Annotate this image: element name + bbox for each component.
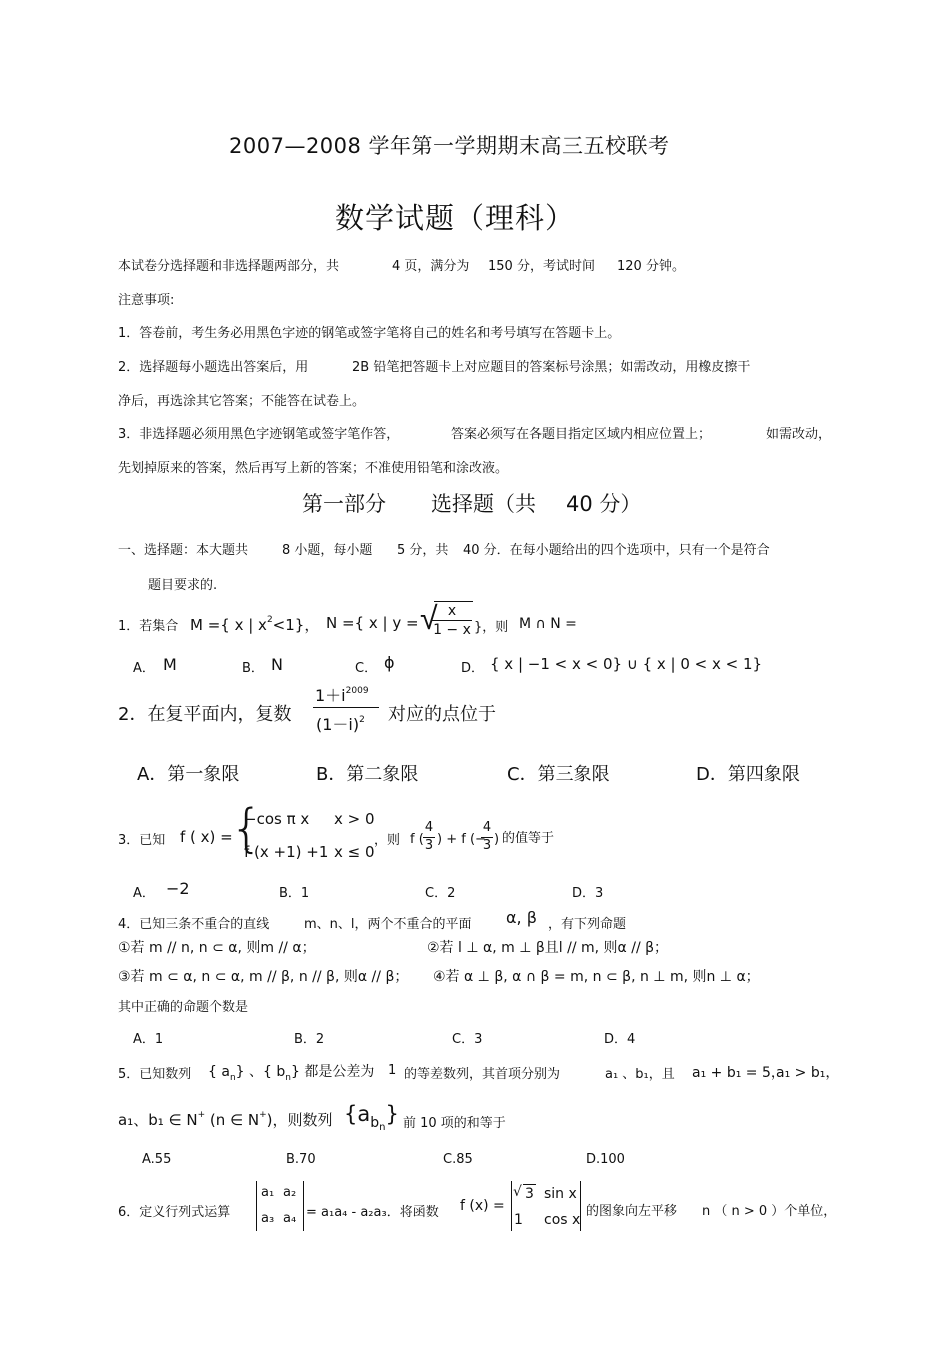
part1-instr-e: 题目要求的.	[148, 578, 218, 593]
q2-opt-b: B．第二象限	[316, 764, 419, 785]
q6-sqrt-sign: √	[513, 1184, 522, 1200]
q4-stem-c: α, β	[506, 908, 537, 927]
q4-stem-b: m、n、l，两个不重合的平面	[304, 917, 472, 932]
part1-heading-b: 选择题（共	[431, 492, 536, 516]
q3-cond1: x > 0	[334, 810, 375, 828]
q4-stem-a: 4．已知三条不重合的直线	[118, 917, 270, 932]
q4-prop-4: ④若 α ⊥ β, α ∩ β = m, n ⊂ β, n ⊥ m, 则n ⊥ α；	[433, 969, 760, 985]
q1-m-set: M ={ x | $x^2<1$}，	[190, 615, 320, 634]
q2-stem: 2．在复平面内，复数	[118, 704, 292, 725]
q6-tail-b: n （ n > 0 ）个单位，	[702, 1204, 837, 1219]
q6-m12: sin x	[544, 1186, 577, 1202]
q2-opt-d: D．第四象限	[696, 764, 800, 785]
note-3d: 先划掉原来的答案，然后再写上新的答案；不准使用铅笔和涂改液。	[118, 461, 509, 476]
q6-eq: = a₁a₄ - a₂a₃．将函数	[306, 1205, 439, 1220]
q6-fx: f (x) =	[460, 1198, 505, 1214]
q2-opt-c: C．第三象限	[507, 764, 610, 785]
q1-opt-d-value: { x | −1 < x < 0} ∪ { x | 0 < x < 1}	[490, 655, 763, 673]
q5-stem-a: 5．已知数列	[118, 1067, 192, 1082]
notes-heading: 注意事项:	[118, 293, 175, 308]
q4-opt-b: B．2	[294, 1032, 325, 1047]
note-1: 1．答卷前，考生务必用黑色字迹的钢笔或签字笔将自己的姓名和考号填写在答题卡上。	[118, 326, 621, 341]
q3-opt-b: B．1	[279, 886, 310, 901]
q1-sqrt-sign: √	[420, 599, 438, 637]
intro-time: 120 分钟。	[617, 259, 685, 274]
q5-stem-b: 的等差数列，其首项分别为	[404, 1067, 561, 1082]
q6-m11: 3	[525, 1186, 534, 1202]
note-2c: 净后，再选涂其它答案；不能答在试卷上。	[118, 394, 366, 409]
q1-opt-b-label: B．	[242, 661, 264, 676]
q3-stem: 3．已知	[118, 833, 166, 848]
note-2a: 2．选择题每小题选出答案后，用	[118, 360, 309, 375]
q6-m22: cos x	[544, 1212, 581, 1228]
q1-cap: M ∩ N =	[519, 616, 577, 632]
q5-seq-a: { $a_n$} 、{ $b_n$} 都是公差为	[208, 1064, 375, 1083]
q5-cond2: a₁ > b₁，	[776, 1065, 840, 1081]
intro-score: 150 分，考试时间	[488, 259, 595, 274]
note-3c: 如需改动，	[766, 427, 832, 442]
note-3b: 答案必须写在各题目指定区域内相应位置上；	[451, 427, 712, 442]
q5-diff: 1	[388, 1063, 397, 1078]
q1-fraction: x 1 − x	[433, 603, 471, 639]
q3-opt-a-value: −2	[166, 879, 190, 898]
q6-m21: 1	[514, 1212, 523, 1228]
q2-opt-a: A．第一象限	[137, 764, 240, 785]
q5-opt-c: C.85	[443, 1152, 473, 1167]
q1-opt-a-value: M	[163, 655, 177, 674]
q5-opt-b: B.70	[286, 1152, 316, 1167]
part1-heading-a: 第一部分	[302, 492, 386, 516]
intro-line: 本试卷分选择题和非选择题两部分，共	[118, 259, 340, 274]
note-3a: 3．非选择题必须用黑色字迹钢笔或签字笔作答，	[118, 427, 400, 442]
q3-opt-d: D．3	[572, 886, 604, 901]
q6-d11: a₁	[261, 1185, 275, 1200]
q6-sqrt-bar	[523, 1184, 536, 1185]
q5-cond1: a₁ + b₁ = 5，	[692, 1065, 785, 1081]
q5-line2: a₁、b₁ ∈ N+ (n ∈ N+)，则数列	[118, 1110, 333, 1129]
q6-tail-a: 的图象向左平移	[586, 1204, 678, 1219]
q1-sqrt-bar	[434, 601, 473, 602]
part1-instr-a: 一、选择题：本大题共	[118, 543, 249, 558]
q5-opt-a: A.55	[142, 1152, 172, 1167]
part1-instr-d: 40 分．在每小题给出的四个选项中，只有一个是符合	[463, 543, 770, 558]
note-2b: 2B 铅笔把答题卡上对应题目的答案标号涂黑；如需改动，用橡皮擦干	[352, 360, 751, 375]
part1-instr-c: 5 分，共	[397, 543, 449, 558]
q4-ask: 其中正确的命题个数是	[118, 1000, 249, 1015]
q1-n-set: N ={ x | y =	[326, 614, 419, 632]
q1-opt-d-label: D．	[461, 661, 485, 676]
q4-opt-d: D．4	[604, 1032, 636, 1047]
q1-opt-a-label: A．	[133, 661, 155, 676]
q4-opt-a: A．1	[133, 1032, 164, 1047]
q6-d12: a₂	[283, 1185, 297, 1200]
q4-stem-d: ，有下列命题	[548, 917, 627, 932]
q3-opt-a-label: A．	[133, 886, 155, 901]
q3-opt-c: C．2	[425, 886, 456, 901]
q3-expr-a: f (	[410, 832, 424, 847]
q3-expr-b: ) + f (−	[437, 832, 486, 847]
part1-heading-c: 40 分）	[566, 492, 642, 516]
q3-frac2: 4 3	[482, 820, 492, 853]
q1-stem: 1．若集合	[118, 619, 179, 634]
q2-numerator: $1+i^{2009}$	[315, 686, 369, 705]
q5-line2-d: 前 10 项的和等于	[403, 1116, 506, 1131]
q2-denominator: $(1-i)^2$	[316, 715, 365, 734]
q3-fx: f ( x) =	[180, 828, 233, 846]
q4-prop-1: ①若 m // n, n ⊂ α, 则m // α；	[118, 940, 316, 956]
q3-frac1: 4 3	[424, 820, 434, 853]
q3-then: ，则	[374, 833, 401, 848]
exam-title: 2007—2008 学年第一学期期末高三五校联考	[229, 134, 670, 158]
q3-expr-c: )	[494, 832, 500, 847]
q5-seq-b: $\{a_{bn}\}$	[344, 1102, 399, 1133]
q1-opt-c-label: C．	[355, 661, 378, 676]
part1-instr-b: 8 小题，每小题	[282, 543, 373, 558]
q3-case2: f (x +1) +1	[244, 843, 329, 861]
q4-prop-3: ③若 m ⊂ α, n ⊂ α, m // β, n // β, 则α // β；	[118, 969, 409, 985]
q2-tail: 对应的点位于	[388, 704, 496, 725]
q6-stem: 6．定义行列式运算	[118, 1205, 231, 1220]
q3-cond2: x ≤ 0	[334, 843, 375, 861]
q6-d22: a₄	[283, 1211, 297, 1226]
q4-opt-c: C．3	[452, 1032, 483, 1047]
q1-n-tail: }，则	[474, 620, 509, 635]
q5-opt-d: D.100	[586, 1152, 625, 1167]
q1-opt-b-value: N	[271, 655, 283, 674]
q6-d21: a₃	[261, 1211, 275, 1226]
q3-case1: −cos π x	[244, 810, 310, 828]
q1-opt-c-value: ϕ	[384, 653, 395, 672]
subject-title: 数学试题（理科）	[335, 201, 576, 235]
intro-pages: 4 页，满分为	[392, 259, 470, 274]
q2-fraction-bar	[313, 707, 379, 708]
q3-tail: 的值等于	[502, 831, 555, 846]
q3-brace: {	[230, 799, 264, 859]
q5-firsts: a₁ 、b₁，且	[605, 1067, 675, 1082]
q4-prop-2: ②若 l ⊥ α, m ⊥ β且l // m, 则α // β；	[427, 940, 669, 956]
